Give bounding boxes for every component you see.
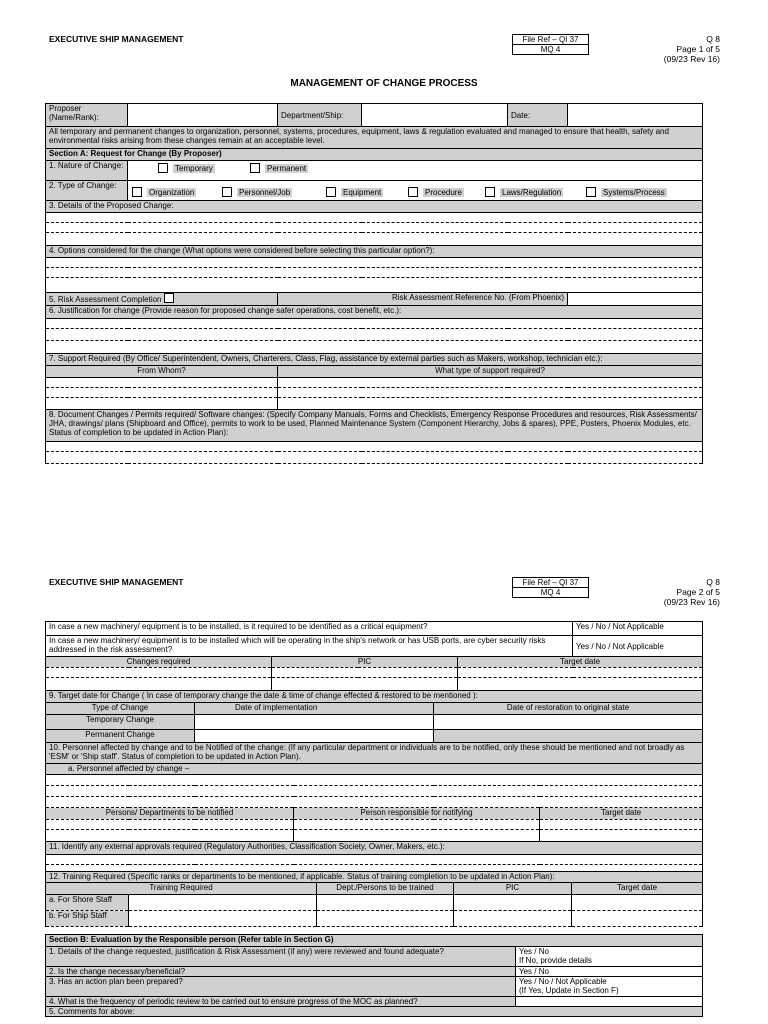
option-organization[interactable]: Organization <box>132 187 196 197</box>
q11-line[interactable] <box>46 855 703 865</box>
page-title: MANAGEMENT OF CHANGE PROCESS <box>290 78 478 89</box>
q9-label: 9. Target date for Change ( In case of temporary change the date & time of change effected & restored to be mentioned ): <box>46 691 703 703</box>
q2-options <box>128 181 703 201</box>
training-cell[interactable] <box>129 895 317 911</box>
mq-ref: MQ 4 <box>540 45 561 54</box>
page2-form-top <box>45 621 703 692</box>
notify-cell[interactable] <box>540 820 703 830</box>
page-info <box>664 34 720 64</box>
b1-question: 1. Details of the change requested, justification & Risk Assessment (if any) were reviewed and found adequate? <box>46 947 516 967</box>
b1-answer[interactable] <box>516 947 703 967</box>
department-field[interactable] <box>362 104 508 127</box>
proposer-label: Proposer (Name/Rank): <box>46 104 128 127</box>
temp-restore-field[interactable] <box>434 715 703 730</box>
page-number: Page 2 of 5 <box>676 587 720 597</box>
proposer-field[interactable] <box>128 104 278 127</box>
checkbox-icon[interactable] <box>222 187 232 197</box>
b1-answer-note: If No, provide details <box>519 956 592 965</box>
training-cell[interactable] <box>572 911 703 927</box>
q1-label: 1. Nature of Change: <box>46 161 128 181</box>
q10a-line[interactable] <box>46 786 703 797</box>
risk-ref-label: Risk Assessment Reference No. (From Phoenix) <box>278 293 568 306</box>
option-personnel-job[interactable]: Personnel/Job <box>222 187 292 197</box>
q4-line[interactable] <box>46 278 703 293</box>
q1-options <box>128 161 703 181</box>
q6-line[interactable] <box>46 329 703 341</box>
risk-checkbox-icon[interactable] <box>164 293 174 303</box>
mq-ref: MQ 4 <box>540 588 561 597</box>
temp-change-label: Temporary Change <box>46 715 195 730</box>
q6-line[interactable] <box>46 341 703 354</box>
q8-line[interactable] <box>46 442 703 452</box>
training-target-header: Target date <box>572 883 703 895</box>
critical-equipment-answer[interactable]: Yes / No / Not Applicable <box>573 622 703 636</box>
page2-header <box>0 577 768 617</box>
q10-label: 10. Personnel affected by change and to be Notified of the change: (If any particular department or individuals are to be notified, only these should be mentioned and not broadly as 'ESM' or 'Ship staff'. Status of completion to be updated in Action Plan). <box>46 743 703 764</box>
changes-required-header: Changes required <box>46 657 272 668</box>
file-ref-box <box>512 34 589 55</box>
page2-form-main <box>45 690 703 879</box>
notify-cell[interactable] <box>294 830 540 842</box>
date-field[interactable] <box>568 104 703 127</box>
changes-cell[interactable] <box>272 668 458 678</box>
ship-staff-label: b. For Ship Staff <box>46 911 129 927</box>
q10a-line[interactable] <box>46 775 703 786</box>
date-restore-header: Date of restoration to original state <box>434 703 703 715</box>
changes-cell[interactable] <box>46 668 272 678</box>
support-cell[interactable] <box>278 398 703 410</box>
checkbox-icon[interactable] <box>326 187 336 197</box>
q3-line[interactable] <box>46 213 703 223</box>
checkbox-icon[interactable] <box>158 163 168 173</box>
b2-question: 2. Is the change necessary/beneficial? <box>46 967 516 977</box>
q2-label: 2. Type of Change: <box>46 181 128 201</box>
checkbox-icon[interactable] <box>250 163 260 173</box>
intro-text: All temporary and permanent changes to organization, personnel, systems, procedures, equipment, laws & regulation evaluated and managed to ensure that health, safety and environmental risks arising from these changes remain at an acceptable level. <box>46 127 703 149</box>
q8-label: 8. Document Changes / Permits required/ Software changes: (Specify Company Manuals, Forms and Checklists, Emergency Response Procedures and resources, Risk Assessments/ JHA, drawings/ plans (Shipboard and Office), permits to work to be used, Planned Maintenance System (Component Hierarchy, Jobs & spares), PPE, Posters, Phoenix Modules, etc. Status of completion to be updated in Action Plan): <box>46 410 703 442</box>
page-number: Page 1 of 5 <box>676 44 720 54</box>
notify-cell[interactable] <box>294 820 540 830</box>
date-impl-header: Date of implementation <box>195 703 434 715</box>
file-ref: File Ref – QI 37 <box>513 578 588 588</box>
training-pic-header: PIC <box>454 883 572 895</box>
target-date-header: Target date <box>458 657 703 668</box>
department-label: Department/Ship: <box>278 104 362 127</box>
q3-line[interactable] <box>46 223 703 233</box>
b3-question: 3. Has an action plan been prepared? <box>46 977 516 997</box>
cyber-answer[interactable]: Yes / No / Not Applicable <box>573 636 703 657</box>
b3-answer[interactable] <box>516 977 703 997</box>
critical-equipment-question: In case a new machinery/ equipment is to be installed, is it required to be identified as a critical equipment? <box>46 622 573 636</box>
form-code: Q 8 <box>706 34 720 44</box>
dept-persons-header: Dept./Persons to be trained <box>317 883 454 895</box>
q4-line[interactable] <box>46 268 703 278</box>
target-date-header-2: Target date <box>540 808 703 820</box>
q6-label: 6. Justification for change (Provide reason for proposed change safer operations, cost benefit, etc.): <box>46 306 703 319</box>
cyber-question: In case a new machinery/ equipment is to be installed which will be operating in the ship's network or has USB ports, are cyber security risks addressed in the risk assessment? <box>46 636 573 657</box>
option-permanent[interactable]: Permanent <box>250 163 308 173</box>
type-of-change-header: Type of Change <box>46 703 195 715</box>
q3-line[interactable] <box>46 233 703 246</box>
file-ref-box <box>512 577 589 598</box>
option-systems-process[interactable]: Systems/Process <box>586 187 667 197</box>
form-code: Q 8 <box>706 577 720 587</box>
option-procedure[interactable]: Procedure <box>408 187 464 197</box>
b4-answer[interactable] <box>516 997 703 1007</box>
training-table <box>45 871 703 927</box>
q10a-line[interactable] <box>46 797 703 808</box>
option-laws-regulation[interactable]: Laws/Regulation <box>485 187 563 197</box>
q7-label: 7. Support Required (By Office/ Superintendent, Owners, Charterers, Class, Flag, assistance by external parties such as Makers, workshop, technician etc.): <box>46 354 703 366</box>
section-b-heading: Section B: Evaluation by the Responsible person (Refer table in Section G) <box>46 935 703 947</box>
file-ref: File Ref – QI 37 <box>513 35 588 45</box>
checkbox-icon[interactable] <box>132 187 142 197</box>
changes-cell[interactable] <box>458 668 703 678</box>
temp-impl-field[interactable] <box>195 715 434 730</box>
training-required-header: Training Required <box>46 883 317 895</box>
revision: (09/23 Rev 16) <box>663 597 720 607</box>
risk-ref-field[interactable] <box>568 293 703 306</box>
person-responsible-header: Person responsible for notifying <box>294 808 540 820</box>
q8-line[interactable] <box>46 452 703 464</box>
q11-label: 11. Identify any external approvals required (Regulatory Authorities, Classification Society, Owner, Makers, etc.): <box>46 842 703 855</box>
b3-answer-note: (If Yes, Update in Section F) <box>519 986 619 995</box>
support-cell[interactable] <box>46 388 278 398</box>
section-a-heading: Section A: Request for Change (By Proposer) <box>46 149 703 161</box>
company-name: EXECUTIVE SHIP MANAGEMENT <box>49 34 184 44</box>
checkbox-icon[interactable] <box>408 187 418 197</box>
b3-answer-text: Yes / No / Not Applicable <box>519 977 607 986</box>
checkbox-icon[interactable] <box>485 187 495 197</box>
training-cell[interactable] <box>317 895 454 911</box>
from-whom-header: From Whom? <box>46 366 278 378</box>
support-cell[interactable] <box>46 398 278 410</box>
training-cell[interactable] <box>454 911 572 927</box>
support-cell[interactable] <box>46 378 278 388</box>
b2-answer[interactable]: Yes / No <box>516 967 703 977</box>
b5-label: 5. Comments for above: <box>46 1007 703 1017</box>
page-info <box>664 577 720 607</box>
perm-restore-na <box>434 730 703 743</box>
revision: (09/23 Rev 16) <box>663 54 720 64</box>
q10a-label: a. Personnel affected by change – <box>46 764 703 775</box>
support-cell[interactable] <box>278 378 703 388</box>
q4-line[interactable] <box>46 258 703 268</box>
notify-cell[interactable] <box>46 830 294 842</box>
q6-line[interactable] <box>46 319 703 329</box>
q12-label: 12. Training Required (Specific ranks or departments to be mentioned, if applicable. Status of training completion to be updated in Action Plan): <box>46 872 703 883</box>
page1-form <box>45 103 703 464</box>
support-cell[interactable] <box>278 388 703 398</box>
training-cell[interactable] <box>317 911 454 927</box>
company-name: EXECUTIVE SHIP MANAGEMENT <box>49 577 184 587</box>
pic-header: PIC <box>272 657 458 668</box>
section-b-table <box>45 934 703 1017</box>
b4-question: 4. What is the frequency of periodic review to be carried out to ensure progress of the MOC as planned? <box>46 997 516 1007</box>
shore-staff-label: a. For Shore Staff <box>46 895 129 911</box>
q4-label: 4. Options considered for the change (What options were considered before selecting this particular option?): <box>46 246 703 258</box>
checkbox-icon[interactable] <box>586 187 596 197</box>
support-type-header: What type of support required? <box>278 366 703 378</box>
training-cell[interactable] <box>454 895 572 911</box>
persons-notified-header: Persons/ Departments to be notified <box>46 808 294 820</box>
option-temporary[interactable]: Temporary <box>158 163 215 173</box>
perm-change-label: Permanent Change <box>46 730 195 743</box>
date-label: Date: <box>508 104 568 127</box>
q3-label: 3. Details of the Proposed Change: <box>46 201 703 213</box>
training-cell[interactable] <box>572 895 703 911</box>
training-cell[interactable] <box>129 911 317 927</box>
page1-header <box>0 34 768 74</box>
perm-impl-field[interactable] <box>195 730 434 743</box>
notify-cell[interactable] <box>46 820 294 830</box>
b1-answer-text: Yes / No <box>519 947 549 956</box>
q5-label: 5. Risk Assessment Completion <box>46 293 278 306</box>
option-equipment[interactable]: Equipment <box>326 187 383 197</box>
notify-cell[interactable] <box>540 830 703 842</box>
